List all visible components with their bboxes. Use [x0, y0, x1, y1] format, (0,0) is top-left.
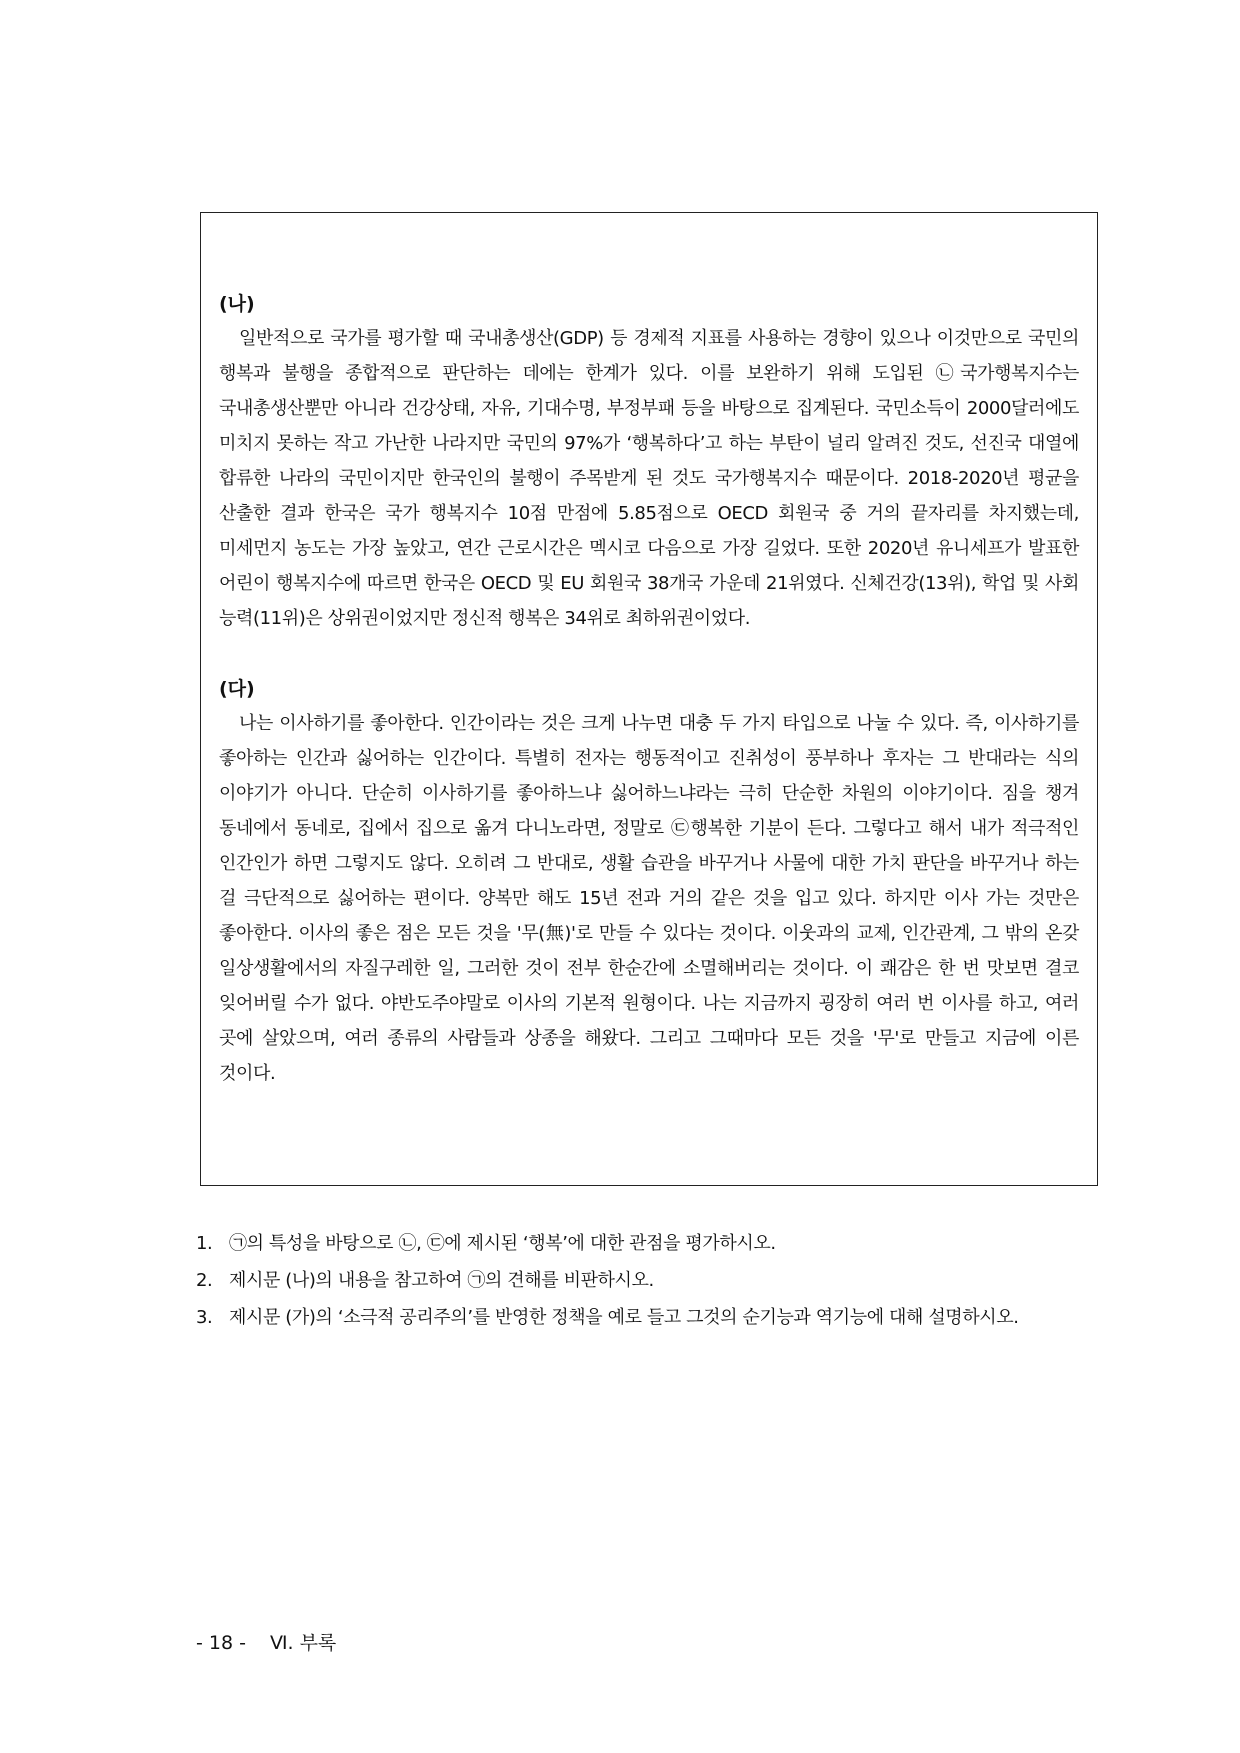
passage-text-da: 나는 이사하기를 좋아한다. 인간이라는 것은 크게 나누면 대충 두 가지 타입으로 나눌 수 있다. 즉, 이사하기를 좋아하는 인간과 싫어하는 인간이다. 특별히 전자는 행동적이고 진취성이 풍부하나 후자는 그 반대라는 식의 이야기가 아니다. 단순히 이사하기를 좋아하느냐 싫어하느냐라는 극히 단순한 차원의 이야기이다. 짐을 챙겨 동네에서 동네로, 집에서 집으로 옮겨 다니노라면, 정말로 ㉢행복한 기분이 든다. 그렇다고 해서 내가 적극적인 인간인가 하면 그렇지도 않다. 오히려 그 반대로, 생활 습관을 바꾸거나 사물에 대한 가치 판단을 바꾸거나 하는 걸 극단적으로 싫어하는 편이다. 양복만 해도 15년 전과 거의 같은 것을 입고 있다. 하지만 이사 가는 것만은 좋아한다. 이사의 좋은 점은 모든 것을 '무(無)'로 만들 수 있다는 것이다. 이웃과의 교제, 인간관계, 그 밖의 온갖 일상생활에서의 자질구레한 일, 그러한 것이 전부 한순간에 소멸해버리는 것이다. 이 쾌감은 한 번 맛보면 결코 잊어버릴 수가 없다. 야반도주야말로 이사의 기본적 원형이다. 나는 지금까지 굉장히 여러 번 이사를 하고, 여러 곳에 살았으며, 여러 종류의 사람들과 상종을 해왔다. 그리고 그때마다 모든 것을 '무'로 만들고 지금에 이른 것이다. [219, 713, 1079, 1084]
page-number: - 18 - [196, 1632, 246, 1654]
passage-label-na: (나) [219, 293, 255, 315]
page-footer [196, 1628, 336, 1658]
question-item [196, 1300, 1100, 1335]
question-number: 3. [196, 1307, 213, 1328]
question-item [196, 1263, 1100, 1298]
passage-text-na: 일반적으로 국가를 평가할 때 국내총생산(GDP) 등 경제적 지표를 사용하는 경향이 있으나 이것만으로 국민의 행복과 불행을 종합적으로 판단하는 데에는 한계가 있다. 이를 보완하기 위해 도입된 ㉡국가행복지수는 국내총생산뿐만 아니라 건강상태, 자유, 기대수명, 부정부패 등을 바탕으로 집계된다. 국민소득이 2000달러에도 미치지 못하는 작고 가난한 나라지만 국민의 97%가 ‘행복하다’고 하는 부탄이 널리 알려진 것도, 선진국 대열에 합류한 나라의 국민이지만 한국인의 불행이 주목받게 된 것도 국가행복지수 때문이다. 2018-2020년 평균을 산출한 결과 한국은 국가 행복지수 10점 만점에 5.85점으로 OECD 회원국 중 거의 끝자리를 차지했는데, 미세먼지 농도는 가장 높았고, 연간 근로시간은 멕시코 다음으로 가장 길었다. 또한 2020년 유니세프가 발표한 어린이 행복지수에 따르면 한국은 OECD 및 EU 회원국 38개국 가운데 21위였다. 신체건강(13위), 학업 및 사회 능력(11위)은 상위권이었지만 정신적 행복은 34위로 최하위권이었다. [219, 328, 1079, 629]
footer-section: Ⅵ. 부록 [269, 1632, 337, 1654]
question-text: 제시문 (나)의 내용을 참고하여 ㉠의 견해를 비판하시오. [229, 1270, 654, 1291]
passage-box [200, 212, 1098, 1186]
question-text: ㉠의 특성을 바탕으로 ㉡, ㉢에 제시된 ‘행복’에 대한 관점을 평가하시오. [229, 1233, 776, 1254]
question-text: 제시문 (가)의 ‘소극적 공리주의’를 반영한 정책을 예로 들고 그것의 순기능과 역기능에 대해 설명하시오. [229, 1307, 1019, 1328]
question-number: 2. [196, 1270, 213, 1291]
passage-label-da: (다) [219, 678, 255, 700]
question-number: 1. [196, 1233, 213, 1254]
question-item [196, 1226, 1100, 1261]
section-spacer [219, 636, 1079, 674]
question-list [196, 1226, 1100, 1337]
